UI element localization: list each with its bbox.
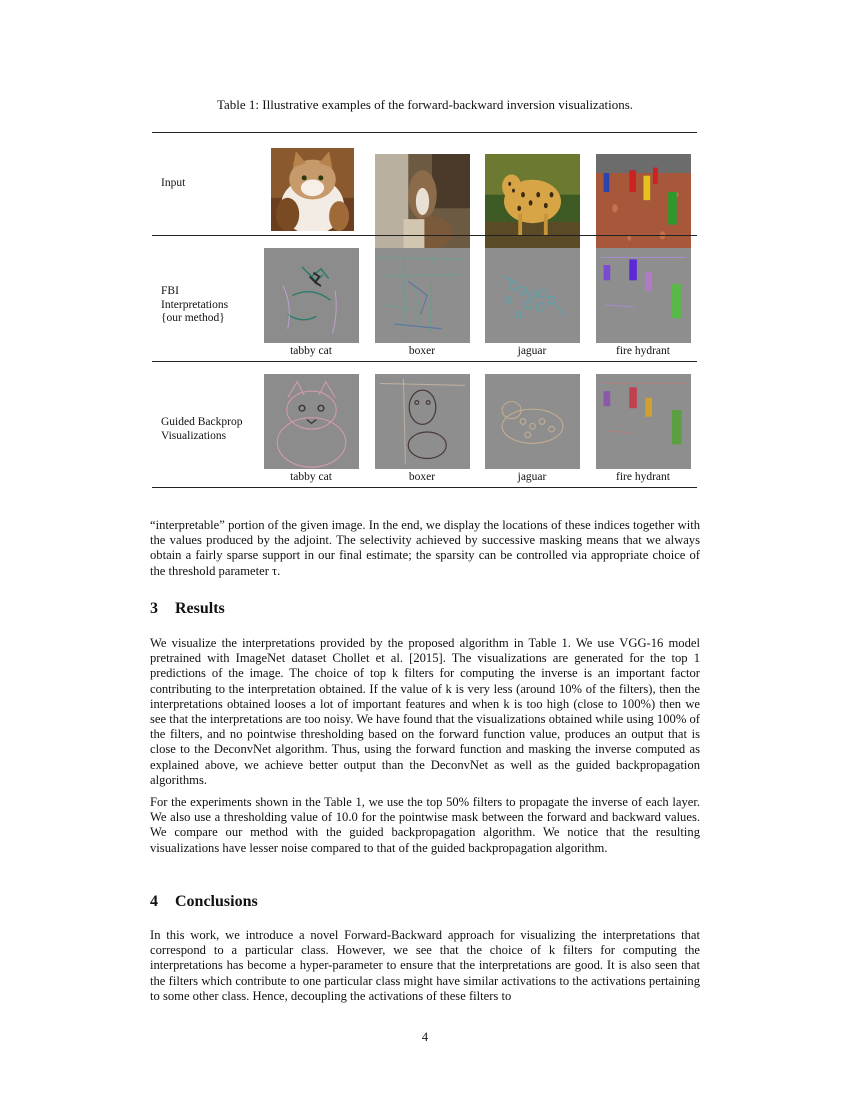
section-number: 4: [150, 893, 158, 910]
fbi-image-jaguar: [485, 248, 580, 343]
column-label-tabby-cat: tabby cat: [290, 471, 332, 483]
table-mid-rule-1: [152, 235, 697, 236]
column-label-jaguar: jaguar: [517, 345, 547, 357]
row-label-line: FBI: [161, 285, 179, 297]
table-caption: Table 1: Illustrative examples of the forward-backward inversion visualizations.: [216, 97, 634, 112]
column-label-fire-hydrant: fire hydrant: [616, 471, 670, 483]
row-label-line: Guided Backprop: [161, 416, 243, 428]
guided-image-fire-hydrant: [596, 374, 691, 469]
row-label-fbi: [161, 285, 228, 326]
section-title: Conclusions: [175, 893, 258, 910]
row-label-guided-backprop: [161, 416, 242, 443]
input-image-tabby-cat: [271, 148, 354, 231]
column-label-boxer: boxer: [408, 471, 436, 483]
guided-image-tabby-cat: [264, 374, 359, 469]
guided-image-jaguar: [485, 374, 580, 469]
row-label-input: [161, 177, 185, 191]
row-label-line: Input: [161, 177, 186, 189]
results-paragraph-1: We visualize the interpretations provided by the proposed algorithm in Table 1. We use VGG-16 model pretrained with ImageNet dataset Chollet et al. [2015]. The visualizations are generated for the top 1 predictions of the image. The choice of top k filters for computing the inverse is an important factor contributing to the interpretation obtained. If the value of k is very less (around 10% of the filters), then the interpretations obtained looses a lot of important features and when k is too high (close to 100%) then we see that the interpretations are too noisy. We have found that the visualizations obtained while using 100% of the filters, and no pointwise thresholding based on the forward function value, produces an output that is close to the DeconvNet algorithm. Thus, using the forward function and masking the inverse computed as explained above, we achieve better output than the DeconvNet as well as the guided backpropagation algorithms.: [150, 636, 700, 787]
column-label-boxer: boxer: [408, 345, 436, 357]
section-heading-conclusions: [150, 893, 258, 911]
row-label-line: {our method}: [161, 312, 225, 324]
guided-image-boxer: [375, 374, 470, 469]
fbi-image-boxer: [375, 248, 470, 343]
column-label-jaguar: jaguar: [517, 471, 547, 483]
table-mid-rule-2: [152, 361, 697, 362]
results-paragraph-2: For the experiments shown in the Table 1, we use the top 50% filters to propagate the inverse of each layer. We also use a thresholding value of 10.0 for the pointwise mask between the forward and backward values. We compare our method with the guided backpropagation algorithm. We notice that the resulting visualizations have lesser noise compared to that of the guided backpropagation algorithm.: [150, 795, 700, 855]
page-number: 4: [421, 1030, 429, 1044]
table-bottom-rule: [152, 487, 697, 488]
column-label-tabby-cat: tabby cat: [290, 345, 332, 357]
row-label-line: Interpretations: [161, 298, 229, 311]
fbi-image-tabby-cat: [264, 248, 359, 343]
intro-paragraph: “interpretable” portion of the given image. In the end, we display the locations of these indices together with the values produced by the adjoint. The selectivity achieved by successive masking means that we always obtain a fairly sparse support in our final estimate; the sparsity can be controlled via appropriate choice of the threshold parameter τ.: [150, 518, 700, 578]
table-top-rule: [152, 132, 697, 133]
conclusions-paragraph: In this work, we introduce a novel Forward-Backward approach for visualizing the interpretations that correspond to a particular class. However, we see that the choice of k filters for computing the interpretations has become a hyper-parameter to ensure that the interpretations are good. It is also seen that the filters which contribute to one particular class might have similar activations to the activations pertaining to some other class. Hence, decoupling the activations of these filters to: [150, 928, 700, 1003]
section-number: 3: [150, 600, 158, 617]
fbi-image-fire-hydrant: [596, 248, 691, 343]
row-label-line: Visualizations: [161, 429, 227, 442]
section-title: Results: [175, 600, 225, 617]
column-label-fire-hydrant: fire hydrant: [616, 345, 670, 357]
section-heading-results: [150, 600, 225, 618]
